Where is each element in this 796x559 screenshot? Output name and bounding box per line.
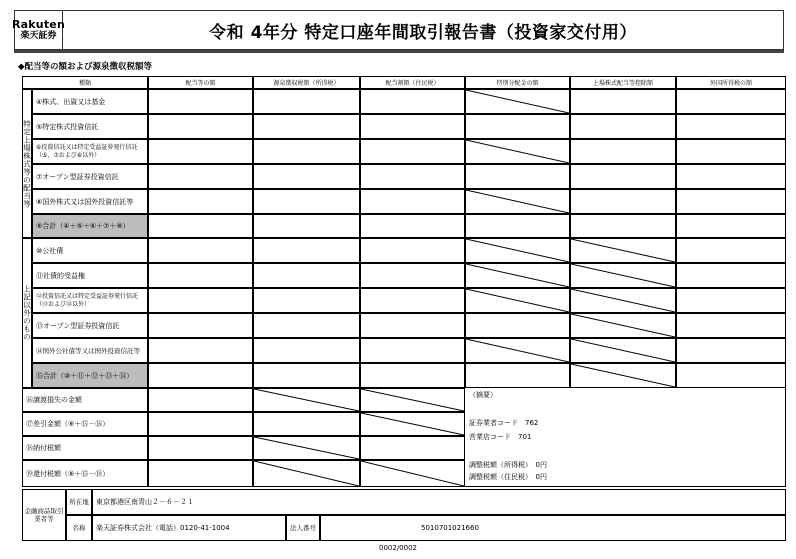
- column-header-withholding: 源泉徴収税額（所得税）: [253, 76, 360, 89]
- amount-cell: [360, 412, 465, 436]
- amount-cell: [360, 363, 465, 388]
- amount-cell: [148, 139, 253, 164]
- row-label-8: ⑧国外株式又は国外投資信託等: [32, 189, 148, 214]
- amount-cell: [253, 436, 360, 460]
- amount-cell: [570, 313, 676, 338]
- amount-cell: [360, 89, 465, 114]
- amount-cell: [465, 263, 570, 288]
- group-label-other: [22, 238, 32, 388]
- amount-cell: [570, 288, 676, 313]
- amount-cell: [148, 288, 253, 313]
- amount-cell: [253, 89, 360, 114]
- amount-cell: [253, 313, 360, 338]
- report-header: [14, 10, 784, 50]
- amount-cell: [253, 114, 360, 139]
- amount-cell: [570, 164, 676, 189]
- column-header-type: 種類: [22, 76, 148, 89]
- column-header-foreign-tax: 外国所得税の額: [676, 76, 786, 89]
- amount-cell: [570, 263, 676, 288]
- row-label-6: ⑥投資信託又は特定受益証券発行信託（⑤、⑦および⑧以外）: [32, 139, 148, 164]
- row-label-10: ⑩公社債: [32, 238, 148, 263]
- amount-cell: [253, 189, 360, 214]
- group-label-other-text: 上記以外のもの: [22, 285, 32, 341]
- row-label-17: ⑰差引金額（⑨＋⑮－⑯）: [22, 412, 148, 436]
- amount-cell: [570, 139, 676, 164]
- amount-cell: [570, 189, 676, 214]
- address-label: 所在地: [66, 489, 92, 515]
- amount-cell: [253, 263, 360, 288]
- amount-cell: [360, 214, 465, 238]
- amount-cell: [676, 263, 786, 288]
- amount-cell: [570, 89, 676, 114]
- dealer-code: 証券業者コード 762: [469, 419, 539, 427]
- amount-cell: [676, 338, 786, 363]
- column-header-special-distribution: 特別分配金の額: [465, 76, 570, 89]
- amount-cell: [148, 412, 253, 436]
- adjust-tax-resident: 調整税額（住民税） 0円: [469, 473, 547, 481]
- amount-cell: [360, 263, 465, 288]
- section-title: ◆配当等の額および源泉徴収税額等: [18, 62, 153, 72]
- row-label-9-total: ⑨合計（④＋⑤＋⑥＋⑦＋⑧）: [32, 214, 148, 238]
- amount-cell: [253, 164, 360, 189]
- branch-code: 営業店コード 701: [469, 433, 532, 441]
- amount-cell: [465, 288, 570, 313]
- address-value: 東京都港区南青山２－６－２１: [92, 489, 786, 515]
- amount-cell: [148, 338, 253, 363]
- amount-cell: [676, 189, 786, 214]
- amount-cell: [676, 238, 786, 263]
- amount-cell: [360, 238, 465, 263]
- row-label-14: ⑭国外公社債等又は国外投資信託等: [32, 338, 148, 363]
- row-label-19: ⑲還付税額（⑨＋⑮－⑱）: [22, 460, 148, 487]
- amount-cell: [360, 139, 465, 164]
- amount-cell: [465, 114, 570, 139]
- amount-cell: [253, 363, 360, 388]
- amount-cell: [570, 214, 676, 238]
- amount-cell: [360, 436, 465, 460]
- amount-cell: [253, 288, 360, 313]
- amount-cell: [465, 139, 570, 164]
- amount-cell: [570, 338, 676, 363]
- memo-box: [464, 387, 786, 487]
- row-label-13: ⑬オープン型証券投資信託: [32, 313, 148, 338]
- header-divider: [14, 50, 784, 53]
- amount-cell: [676, 114, 786, 139]
- row-label-12: ⑫投資信託又は特定受益証券発行信託（⑬および⑭以外）: [32, 288, 148, 313]
- amount-cell: [148, 114, 253, 139]
- amount-cell: [253, 139, 360, 164]
- amount-cell: [570, 114, 676, 139]
- adjust-tax-income: 調整税額（所得税） 0円: [469, 461, 547, 469]
- amount-cell: [465, 338, 570, 363]
- amount-cell: [253, 460, 360, 487]
- amount-cell: [676, 313, 786, 338]
- report-title: 令和 4年分 特定口座年間取引報告書（投資家交付用）: [209, 22, 637, 43]
- column-header-resident-tax: 配当割額（住民税）: [360, 76, 465, 89]
- row-label-15-total: ⑮合計（⑩＋⑪＋⑫＋⑬＋⑭）: [32, 363, 148, 388]
- amount-cell: [465, 89, 570, 114]
- row-label-5: ⑤特定株式投資信託: [32, 114, 148, 139]
- amount-cell: [676, 139, 786, 164]
- amount-cell: [465, 164, 570, 189]
- amount-cell: [465, 189, 570, 214]
- amount-cell: [148, 388, 253, 412]
- amount-cell: [570, 363, 676, 388]
- row-label-11: ⑪社債的受益権: [32, 263, 148, 288]
- row-label-4: ④株式、出資又は基金: [32, 89, 148, 114]
- amount-cell: [676, 164, 786, 189]
- amount-cell: [148, 164, 253, 189]
- logo-text-latin: Rakuten: [12, 17, 65, 31]
- amount-cell: [148, 460, 253, 487]
- amount-cell: [148, 214, 253, 238]
- row-label-7: ⑦オープン型証券投資信託: [32, 164, 148, 189]
- amount-cell: [148, 313, 253, 338]
- amount-cell: [360, 189, 465, 214]
- company-label: 金融商品取引業者等: [22, 489, 66, 541]
- amount-cell: [253, 412, 360, 436]
- memo-heading: （摘要）: [469, 391, 497, 399]
- amount-cell: [570, 238, 676, 263]
- amount-cell: [148, 238, 253, 263]
- amount-cell: [148, 189, 253, 214]
- amount-cell: [360, 313, 465, 338]
- corp-no-label: 法人番号: [286, 515, 320, 541]
- amount-cell: [360, 460, 465, 487]
- amount-cell: [148, 263, 253, 288]
- amount-cell: [465, 363, 570, 388]
- amount-cell: [360, 338, 465, 363]
- name-value: 楽天証券株式会社（電話）0120-41-1004: [92, 515, 286, 541]
- column-header-dividend: 配当等の額: [148, 76, 253, 89]
- amount-cell: [360, 164, 465, 189]
- amount-cell: [465, 313, 570, 338]
- column-header-deduction: 上場株式配当等控除額: [570, 76, 676, 89]
- amount-cell: [676, 288, 786, 313]
- amount-cell: [253, 214, 360, 238]
- amount-cell: [676, 363, 786, 388]
- amount-cell: [360, 388, 465, 412]
- group-label-listed-text: 特定上場株式等の配当等: [22, 119, 32, 208]
- amount-cell: [253, 238, 360, 263]
- group-label-listed: [22, 89, 32, 238]
- amount-cell: [360, 288, 465, 313]
- logo-text-japanese: 楽天証券: [20, 30, 57, 41]
- rakuten-logo: [12, 11, 65, 49]
- row-label-18: ⑱納付税額: [22, 436, 148, 460]
- amount-cell: [465, 238, 570, 263]
- amount-cell: [465, 214, 570, 238]
- name-label: 名称: [66, 515, 92, 541]
- amount-cell: [148, 89, 253, 114]
- amount-cell: [148, 363, 253, 388]
- page-number: 0002/0002: [379, 544, 417, 552]
- corp-no-value: 5010701021660: [320, 515, 786, 541]
- amount-cell: [360, 114, 465, 139]
- amount-cell: [676, 214, 786, 238]
- row-label-16: ⑯譲渡損失の金額: [22, 388, 148, 412]
- amount-cell: [148, 436, 253, 460]
- amount-cell: [253, 388, 360, 412]
- amount-cell: [676, 89, 786, 114]
- amount-cell: [253, 338, 360, 363]
